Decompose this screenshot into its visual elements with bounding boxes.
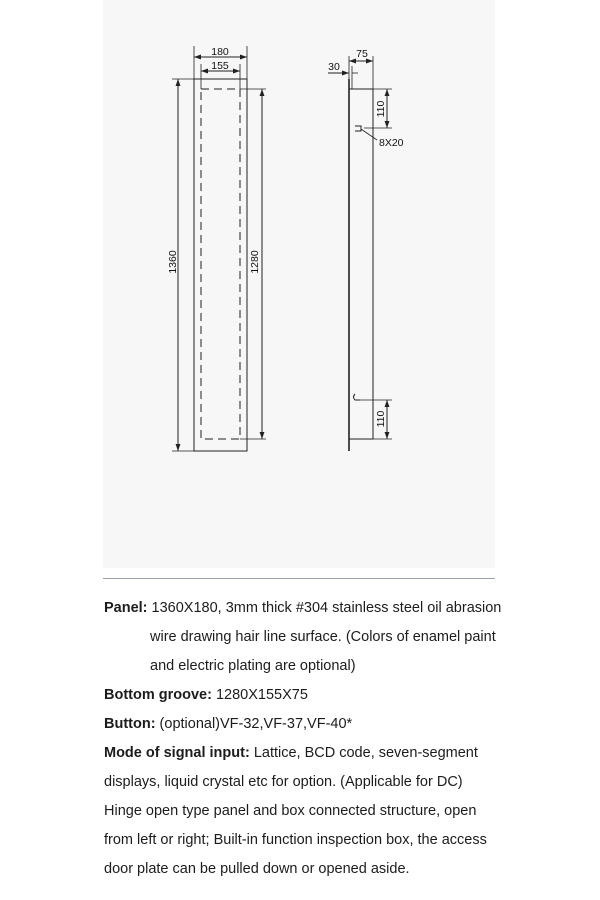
panel-value: 1360X180, 3mm thick #304 stainless steel oil abrasion [147, 600, 502, 616]
dim-width-outer: 180 [211, 46, 229, 58]
signal-line [104, 739, 594, 768]
dim-depth: 75 [356, 48, 368, 60]
hook-leader [361, 129, 377, 140]
bottom-groove-label: Bottom groove: [104, 687, 212, 703]
bottom-groove-value: 1280X155X75 [211, 687, 308, 703]
signal-line-2: displays, liquid crystal etc for option. (Applicable for DC) [104, 774, 463, 790]
box-outline [349, 89, 373, 439]
hinge-line-1: Hinge open type panel and box connected structure, open [104, 803, 477, 819]
button-label: Button: [104, 716, 156, 732]
dim-height-outer: 1360 [167, 250, 179, 274]
panel-line-2: wire drawing hair line surface. (Colors of enamel paint [150, 629, 496, 645]
dim-width-inner: 155 [211, 60, 229, 72]
bottom-groove-line [104, 681, 594, 710]
hook-8x20 [355, 126, 361, 131]
hinge-line-2: from left or right; Built-in function inspection box, the access [104, 832, 487, 848]
dim-height-inner: 1280 [249, 250, 261, 274]
front-view [172, 46, 266, 451]
panel-line [104, 594, 594, 623]
panel-line-3: and electric plating are optional) [150, 658, 356, 674]
bottom-latch [354, 394, 361, 400]
panel-outline [194, 79, 247, 451]
button-value: (optional)VF-32,VF-37,VF-40* [155, 716, 353, 732]
dim-bottom: 110 [375, 410, 387, 428]
specification-text [104, 594, 594, 884]
hinge-line-3: door plate can be pulled down or opened aside. [104, 861, 410, 877]
dim-offset: 30 [328, 61, 340, 73]
groove-dashed-outline [201, 89, 240, 439]
signal-label: Mode of signal input: [104, 745, 250, 761]
panel-label: Panel: [104, 600, 148, 616]
signal-value: Lattice, BCD code, seven-segment [249, 745, 478, 761]
separator-line [103, 578, 495, 579]
dim-hook: 8X20 [379, 137, 404, 149]
button-line [104, 710, 594, 739]
dim-top: 110 [375, 100, 387, 118]
